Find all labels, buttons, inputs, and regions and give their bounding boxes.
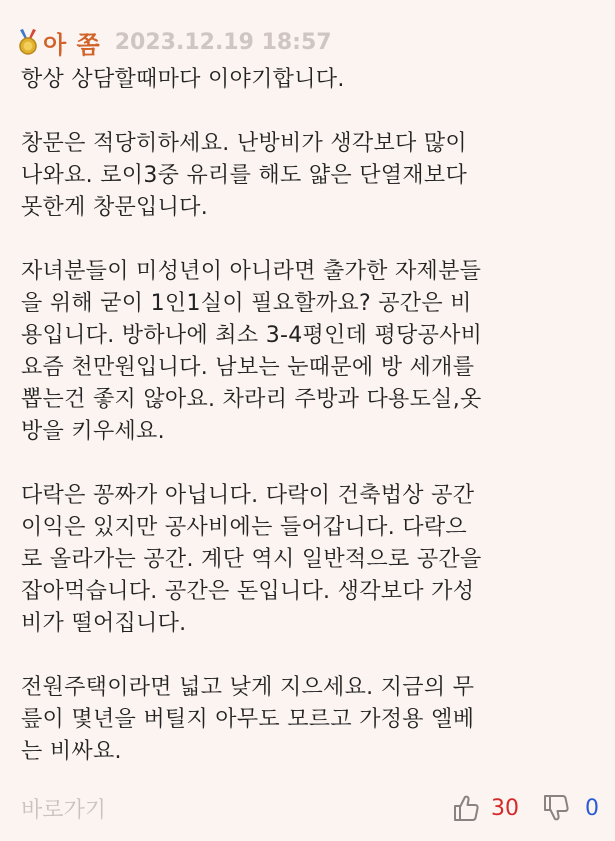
text-line: 항상 상담할때마다 이야기합니다. bbox=[21, 67, 345, 92]
comment-paragraph bbox=[21, 128, 601, 224]
text-line: 나와요. 로이3중 유리를 해도 얇은 단열재보다 bbox=[21, 163, 467, 188]
text-line: 창문은 적당히하세요. 난방비가 생각보다 많이 bbox=[21, 131, 467, 156]
text-line: 뽑는건 좋지 않아요. 차라리 주방과 다용도실,옷 bbox=[21, 387, 482, 412]
thumbs-down-icon[interactable] bbox=[543, 794, 569, 822]
comment-paragraph bbox=[21, 64, 601, 96]
text-line: 이익은 있지만 공사비에는 들어갑니다. 다락으 bbox=[21, 515, 467, 540]
text-line: 자녀분들이 미성년이 아니라면 출가한 자제분들 bbox=[21, 259, 482, 284]
gold-medal-icon bbox=[18, 29, 38, 55]
text-line: 다락은 꽁짜가 아닙니다. 다락이 건축법상 공간 bbox=[21, 483, 475, 508]
text-line: 요즘 천만원입니다. 남보는 눈때문에 방 세개를 bbox=[21, 355, 475, 380]
text-line: 용입니다. 방하나에 최소 3-4평인데 평당공사비 bbox=[21, 323, 483, 348]
comment-timestamp: 2023.12.19 18:57 bbox=[114, 29, 332, 55]
upvote-count: 30 bbox=[491, 795, 519, 821]
text-line: 을 위해 굳이 1인1실이 필요할까요? 공간은 비 bbox=[21, 291, 472, 316]
comment-footer bbox=[21, 790, 599, 826]
downvote-count: 0 bbox=[585, 795, 599, 821]
shortcut-link[interactable]: 바로가기 bbox=[21, 797, 107, 823]
text-line: 비가 떨어집니다. bbox=[21, 611, 187, 636]
vote-group bbox=[453, 794, 599, 822]
text-line: 방을 키우세요. bbox=[21, 419, 165, 444]
comment-header bbox=[18, 27, 332, 57]
comment-paragraph bbox=[21, 480, 601, 640]
text-line: 로 올라가는 공간. 계단 역시 일반적으로 공간을 bbox=[21, 547, 482, 572]
author-nickname[interactable]: 아 쫌 bbox=[43, 30, 101, 59]
text-line: 전원주택이라면 넓고 낮게 지으세요. 지금의 무 bbox=[21, 675, 475, 700]
comment-paragraph bbox=[21, 672, 601, 768]
text-line: 는 비싸요. bbox=[21, 739, 122, 764]
text-line: 못한게 창문입니다. bbox=[21, 195, 209, 220]
comment-paragraph bbox=[21, 256, 601, 448]
comment-body bbox=[21, 64, 601, 768]
text-line: 잡아먹습니다. 공간은 돈입니다. 생각보다 가성 bbox=[21, 579, 475, 604]
text-line: 릎이 몇년을 버틸지 아무도 모르고 가정용 엘베 bbox=[21, 707, 475, 732]
thumbs-up-icon[interactable] bbox=[453, 794, 479, 822]
